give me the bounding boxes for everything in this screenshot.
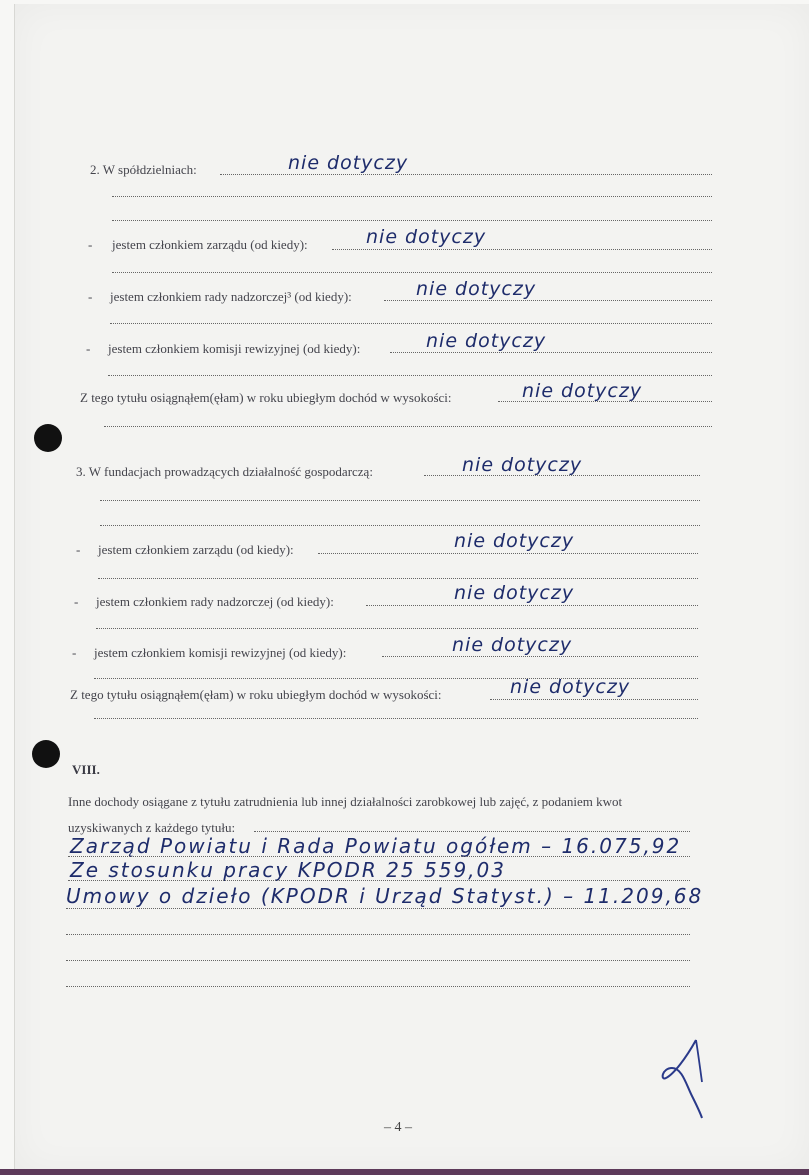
section3-board-line <box>318 553 698 554</box>
section3-income-blank <box>94 718 698 719</box>
section3-supervisory-label: jestem członkiem rady nadzorczej (od kiedy): <box>96 594 334 609</box>
section2-answer-line <box>220 174 712 175</box>
section3-income-label: Z tego tytułu osiągnąłem(ęłam) w roku ubiegłym dochód w wysokości: <box>70 687 442 702</box>
section2-audit-answer: nie dotyczy <box>426 330 547 352</box>
section2-income-label: Z tego tytułu osiągnąłem(ęłam) w roku ubiegłym dochód w wysokości: <box>80 390 452 405</box>
section3-blank-line-1 <box>100 500 700 501</box>
section3-blank-line-2 <box>100 525 700 526</box>
section2-supervisory-answer: nie dotyczy <box>416 278 537 300</box>
section3-board-answer: nie dotyczy <box>454 530 575 552</box>
section2-audit-line <box>390 352 712 353</box>
section3-dash-board: - <box>76 542 81 557</box>
section2-dash-board: - <box>88 237 93 252</box>
section2-board-blank <box>112 272 712 273</box>
section2-supervisory-line <box>384 300 712 301</box>
section3-supervisory-blank <box>96 628 698 629</box>
section8-entry-3: Umowy o dzieło (KPODR i Urząd Statyst.) – 11.209,68 <box>66 884 704 908</box>
section3-audit-label: jestem członkiem komisji rewizyjnej (od kiedy): <box>94 645 347 660</box>
section8-blank-line-3 <box>66 986 690 987</box>
section2-supervisory-label: jestem członkiem rady nadzorczej³ (od kiedy): <box>110 289 352 304</box>
page-number: – 4 – <box>384 1120 412 1135</box>
section8-entry-line-1 <box>68 856 690 857</box>
section2-supervisory-blank <box>110 323 712 324</box>
section8-entry-line-2 <box>68 880 690 881</box>
section2-income-blank <box>104 426 712 427</box>
section2-title: 2. W spółdzielniach: <box>90 162 197 177</box>
section3-answer: nie dotyczy <box>462 454 583 476</box>
section3-board-label: jestem członkiem zarządu (od kiedy): <box>98 542 294 557</box>
section2-board-answer: nie dotyczy <box>366 226 487 248</box>
section3-dash-audit: - <box>72 645 77 660</box>
section3-audit-line <box>382 656 698 657</box>
section3-dash-supervisory: - <box>74 594 79 609</box>
punch-hole-top <box>34 424 62 452</box>
document-page <box>14 4 809 1172</box>
section8-number: VIII. <box>72 762 100 777</box>
section2-board-line <box>332 249 712 250</box>
section2-blank-line-2 <box>112 220 712 221</box>
section8-blank-line-1 <box>66 934 690 935</box>
signature-icon <box>656 1038 712 1120</box>
section8-entry-1: Zarząd Powiatu i Rada Powiatu ogółem – 16.075,92 <box>70 834 682 858</box>
punch-hole-bottom <box>32 740 60 768</box>
scan-bottom-edge <box>0 1169 809 1175</box>
section3-board-blank <box>98 578 698 579</box>
section8-intro-line1: Inne dochody osiągane z tytułu zatrudnienia lub innej działalności zarobkowej lub zajęć, z podaniem kwot <box>68 794 623 809</box>
section3-supervisory-answer: nie dotyczy <box>454 582 575 604</box>
section3-income-answer: nie dotyczy <box>510 676 631 698</box>
section2-audit-label: jestem członkiem komisji rewizyjnej (od kiedy): <box>108 341 361 356</box>
section8-blank-line-2 <box>66 960 690 961</box>
section2-dash-supervisory: - <box>88 289 93 304</box>
section2-dash-audit: - <box>86 341 91 356</box>
section3-income-line <box>490 699 698 700</box>
section8-intro-line <box>254 831 690 832</box>
section2-answer: nie dotyczy <box>288 152 409 174</box>
section3-supervisory-line <box>366 605 698 606</box>
section2-income-answer: nie dotyczy <box>522 380 643 402</box>
section8-entry-line-3 <box>66 908 690 909</box>
section3-title: 3. W fundacjach prowadzących działalność gospodarczą: <box>76 464 373 479</box>
section3-audit-answer: nie dotyczy <box>452 634 573 656</box>
section2-audit-blank <box>108 375 712 376</box>
section2-blank-line-1 <box>112 196 712 197</box>
section8-entry-2: Ze stosunku pracy KPODR 25 559,03 <box>70 858 506 882</box>
section2-board-label: jestem członkiem zarządu (od kiedy): <box>112 237 308 252</box>
section8-intro-line2: uzyskiwanych z każdego tytułu: <box>68 820 236 835</box>
